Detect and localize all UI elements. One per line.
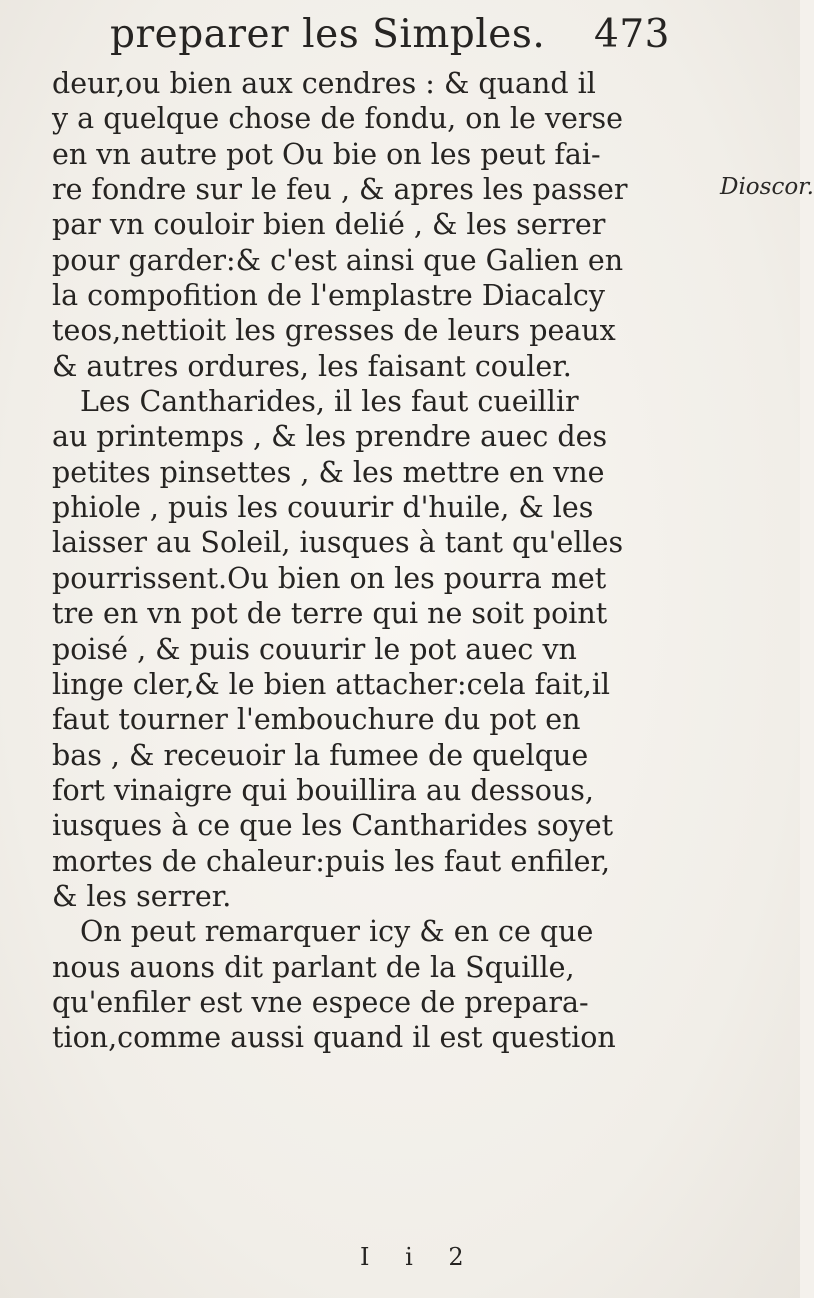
text-line: pour garder:& c'est ainsi que Galien en <box>52 243 624 277</box>
text-line: poisé , & puis couurir le pot auec vn <box>52 632 577 666</box>
text-line: tion,comme aussi quand il est question <box>52 1021 616 1055</box>
text-line: iusques à ce que les Cantharides soyet <box>52 809 614 843</box>
signature-mark: I i 2 <box>360 1243 478 1271</box>
paragraph-start-line: On peut remarquer icy & en ce que <box>80 915 594 949</box>
text-line: faut tourner l'embouchure du pot en <box>52 703 581 737</box>
page-number: 473 <box>594 12 670 57</box>
text-line: teos,nettioit les gresses de leurs peaux <box>52 314 616 348</box>
text-line: en vn autre pot Ou bie on les peut fai- <box>52 137 601 171</box>
text-line: laisser au Soleil, iusques à tant qu'elles <box>52 526 624 560</box>
text-line: qu'enfiler est vne espece de prepara- <box>52 985 589 1019</box>
text-line: deur,ou bien aux cendres : & quand il <box>52 67 596 100</box>
text-line: & les serrer. <box>52 879 232 913</box>
text-line: bas , & receuoir la fumee de quelque <box>52 738 589 772</box>
text-line: au printemps , & les prendre auec des <box>52 420 608 454</box>
text-line: fort vinaigre qui bouillira au dessous, <box>52 773 594 807</box>
body-text <box>52 66 742 1056</box>
running-head <box>110 10 670 60</box>
text-line: mortes de chaleur:puis les faut enfiler, <box>52 844 611 878</box>
text-line: pourrissent.Ou bien on les pourra met <box>52 561 607 595</box>
text-line: y a quelque chose de fondu, on le verse <box>52 102 623 136</box>
text-line: petites pinsettes , & les mettre en vne <box>52 455 605 489</box>
paragraph-start-line: Les Cantharides, il les faut cueillir <box>80 385 579 419</box>
text-line: nous auons dit parlant de la Squille, <box>52 950 575 984</box>
text-line: tre en vn pot de terre qui ne soit point <box>52 597 608 631</box>
text-line: la compofition de l'emplastre Diacalcy <box>52 279 605 313</box>
text-line: phiole , puis les couurir d'huile, & les <box>52 491 594 525</box>
text-line: & autres ordures, les faisant couler. <box>52 349 572 383</box>
margin-note: Dioscor. <box>720 174 814 200</box>
text-line: re fondre sur le feu , & apres les passer <box>52 173 628 207</box>
running-title: preparer les Simples. <box>110 12 546 57</box>
text-line: linge cler,& le bien attacher:cela fait,il <box>52 667 611 701</box>
text-line: par vn couloir bien delié , & les serrer <box>52 208 606 242</box>
